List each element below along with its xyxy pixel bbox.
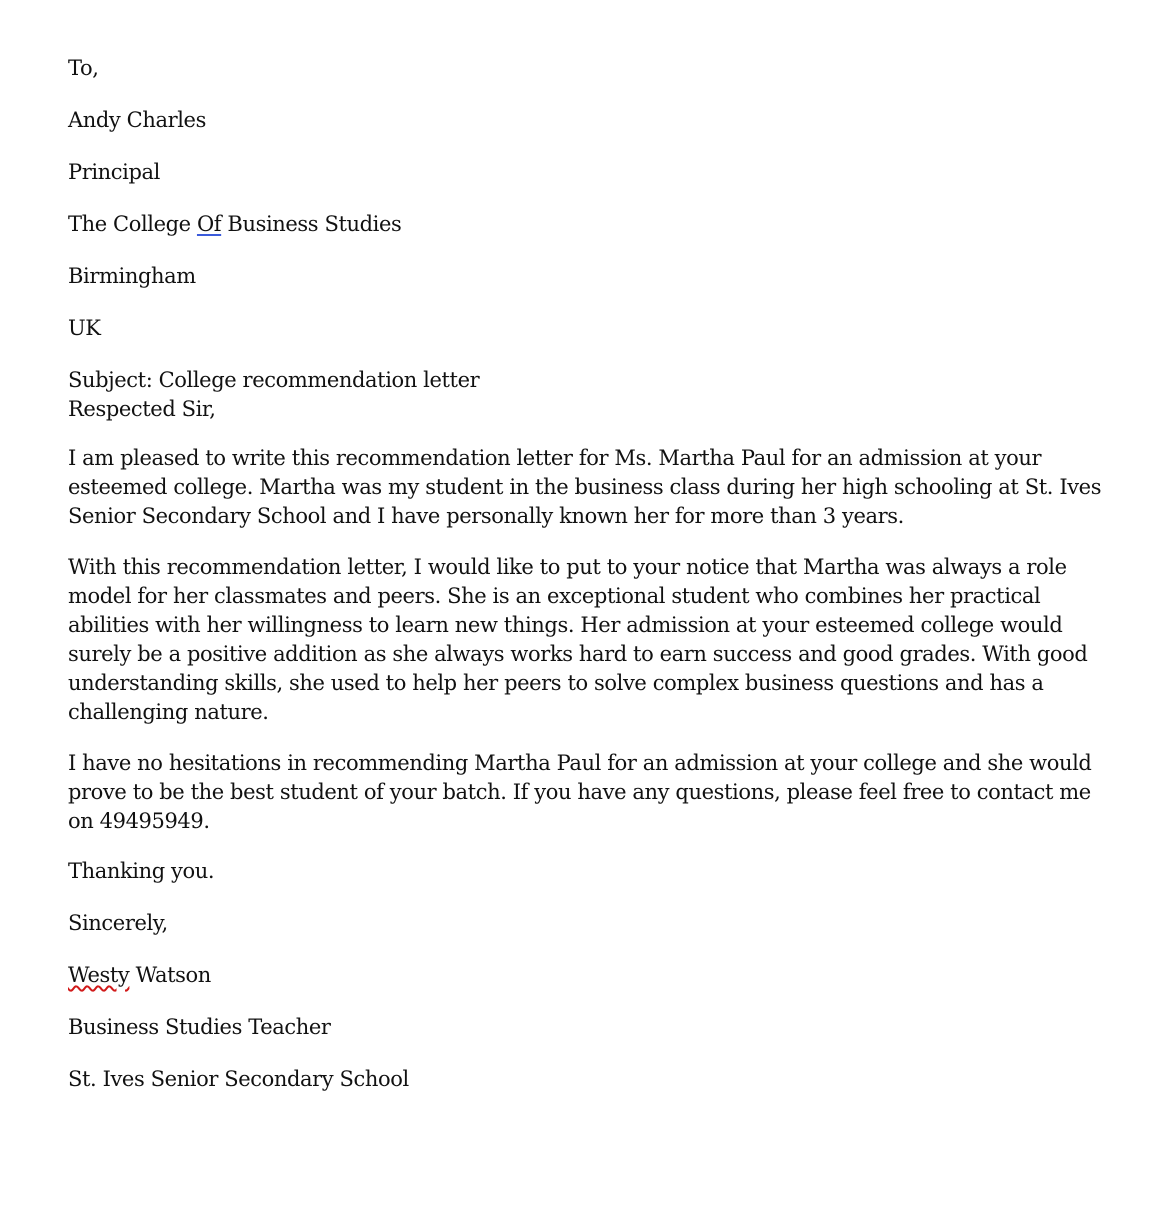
recipient-title: Principal [68, 160, 160, 184]
institution-part-2: Business Studies [221, 212, 402, 236]
paragraph-1 [68, 444, 1113, 531]
paragraph-line: model for her classmates and peers. She is an exceptional student who combines her practical [68, 584, 1041, 608]
signer-name [68, 962, 1113, 988]
paragraph-line: I am pleased to write this recommendation letter for Ms. Martha Paul for an admission at your [68, 446, 1042, 470]
paragraph-2 [68, 553, 1113, 727]
recipient-institution [68, 211, 1113, 237]
institution-part-1: The College [68, 212, 197, 236]
grammar-flagged-word: Of [196, 212, 222, 236]
thanks-line: Thanking you. [68, 859, 215, 883]
recipient-country: UK [68, 316, 101, 340]
letter-body [68, 55, 1113, 1092]
recipient-city: Birmingham [68, 264, 196, 288]
greeting: Respected Sir, [68, 397, 216, 421]
paragraph-line: With this recommendation letter, I would like to put to your notice that Martha was always a role [68, 555, 1067, 579]
paragraph-3 [68, 749, 1113, 836]
paragraph-line: challenging nature. [68, 700, 269, 724]
paragraph-line: on 49495949. [68, 809, 210, 833]
to-line: To, [68, 56, 99, 80]
spelling-flagged-word: Westy [68, 963, 130, 987]
subject-line: Subject: College recommendation letter [68, 368, 480, 392]
recipient-name: Andy Charles [68, 108, 206, 132]
paragraph-line: surely be a positive addition as she always works hard to earn success and good grades. With good [68, 642, 1088, 666]
paragraph-line: prove to be the best student of your batch. If you have any questions, please feel free to contact me [68, 780, 1091, 804]
paragraph-line: abilities with her willingness to learn new things. Her admission at your esteemed college would [68, 613, 1063, 637]
paragraph-line: esteemed college. Martha was my student in the business class during her high schooling at St. Ives [68, 475, 1102, 499]
signoff-line: Sincerely, [68, 911, 168, 935]
signer-school: St. Ives Senior Secondary School [68, 1067, 409, 1091]
paragraph-line: Senior Secondary School and I have personally known her for more than 3 years. [68, 504, 904, 528]
paragraph-line: understanding skills, she used to help her peers to solve complex business questions and has a [68, 671, 1044, 695]
signer-title: Business Studies Teacher [68, 1015, 331, 1039]
paragraph-line: I have no hesitations in recommending Martha Paul for an admission at your college and she would [68, 751, 1092, 775]
signer-last-name: Watson [129, 963, 211, 987]
